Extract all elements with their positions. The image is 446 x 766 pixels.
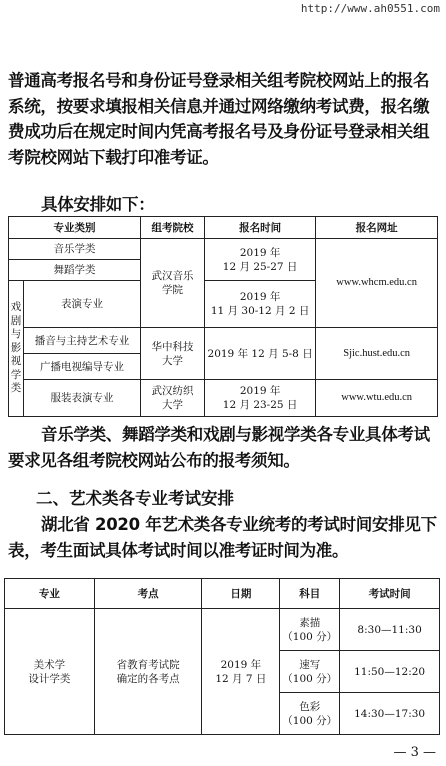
drama-film-group: 戏 剧 与 影 视 学 类 xyxy=(9,281,24,417)
requirement-paragraph: 音乐学类、舞蹈学类和戏剧与影视学类各专业具体考试要求见各组考院校网站公布的报考须知。 xyxy=(8,425,430,470)
time-whcm-music: 2019 年 12 月 25-27 日 xyxy=(204,239,315,281)
header-url: 报名网址 xyxy=(316,217,438,239)
time-sketch: 8:30—11:30 xyxy=(340,609,440,651)
exam-header-time: 考试时间 xyxy=(340,579,440,609)
subject-color: 色彩 （100 分） xyxy=(280,693,340,735)
subject-sketch: 素描 （100 分） xyxy=(280,609,340,651)
major-broadcast: 播音与主持艺术专业 xyxy=(23,328,140,354)
time-color: 14:30—17:30 xyxy=(340,693,440,735)
school-whcm: 武汉音乐学院 xyxy=(141,239,205,328)
intro-paragraph: 普通高考报名号和身份证号登录相关组考院校网站上的报名系统，按要求填报相关信息并通过网络缴纳考试费，报名缴费成功后在规定时间内凭高考报名号及身份证号登录相关组考院校网站下载打印准考证。 xyxy=(8,71,430,167)
site-watermark: http://www.ah0551.com xyxy=(300,2,440,15)
exam-date: 2019 年 12 月 7 日 xyxy=(202,609,280,735)
major-costume: 服装表演专业 xyxy=(23,380,140,417)
time-quick-sketch: 11:50—12:20 xyxy=(340,651,440,693)
url-hust[interactable]: Sjic.hust.edu.cn xyxy=(316,328,438,380)
page-number: — 3 — xyxy=(393,745,436,760)
exam-header-major: 专业 xyxy=(5,579,95,609)
url-wtu[interactable]: www.wtu.edu.cn xyxy=(316,380,438,417)
exam-major: 美术学 设计学类 xyxy=(5,609,95,735)
section2-paragraph: 湖北省 2020 年艺术类各专业统考的考试时间安排见下表，考生面试具体考试时间以准考证时间为准。 xyxy=(8,515,437,560)
subject-quick-sketch: 速写 （100 分） xyxy=(280,651,340,693)
school-wtu: 武汉纺织大学 xyxy=(141,380,205,417)
schedule-intro: 具体安排如下： xyxy=(41,195,155,214)
exam-header-site: 考点 xyxy=(94,579,202,609)
exam-site: 省教育考试院 确定的各考点 xyxy=(94,609,202,735)
header-time: 报名时间 xyxy=(204,217,315,239)
time-whcm-performance: 2019 年 11 月 30-12 月 2 日 xyxy=(204,281,315,328)
exam-header-subject: 科目 xyxy=(280,579,340,609)
header-major: 专业类别 xyxy=(9,217,141,239)
school-hust: 华中科技大学 xyxy=(141,328,205,380)
major-music: 音乐学类 xyxy=(9,239,141,260)
exam-header-date: 日期 xyxy=(202,579,280,609)
section2-title: 二、艺术类各专业考试安排 xyxy=(36,489,234,508)
major-tv-directing: 广播电视编导专业 xyxy=(23,354,140,380)
header-school: 组考院校 xyxy=(141,217,205,239)
url-whcm[interactable]: www.whcm.edu.cn xyxy=(316,239,438,328)
registration-table xyxy=(8,216,438,417)
exam-schedule-table xyxy=(4,578,440,735)
time-hust: 2019 年 12 月 5-8 日 xyxy=(204,328,315,380)
time-wtu: 2019 年 12 月 23-25 日 xyxy=(204,380,315,417)
major-performance: 表演专业 xyxy=(23,281,140,328)
major-dance: 舞蹈学类 xyxy=(9,260,141,281)
